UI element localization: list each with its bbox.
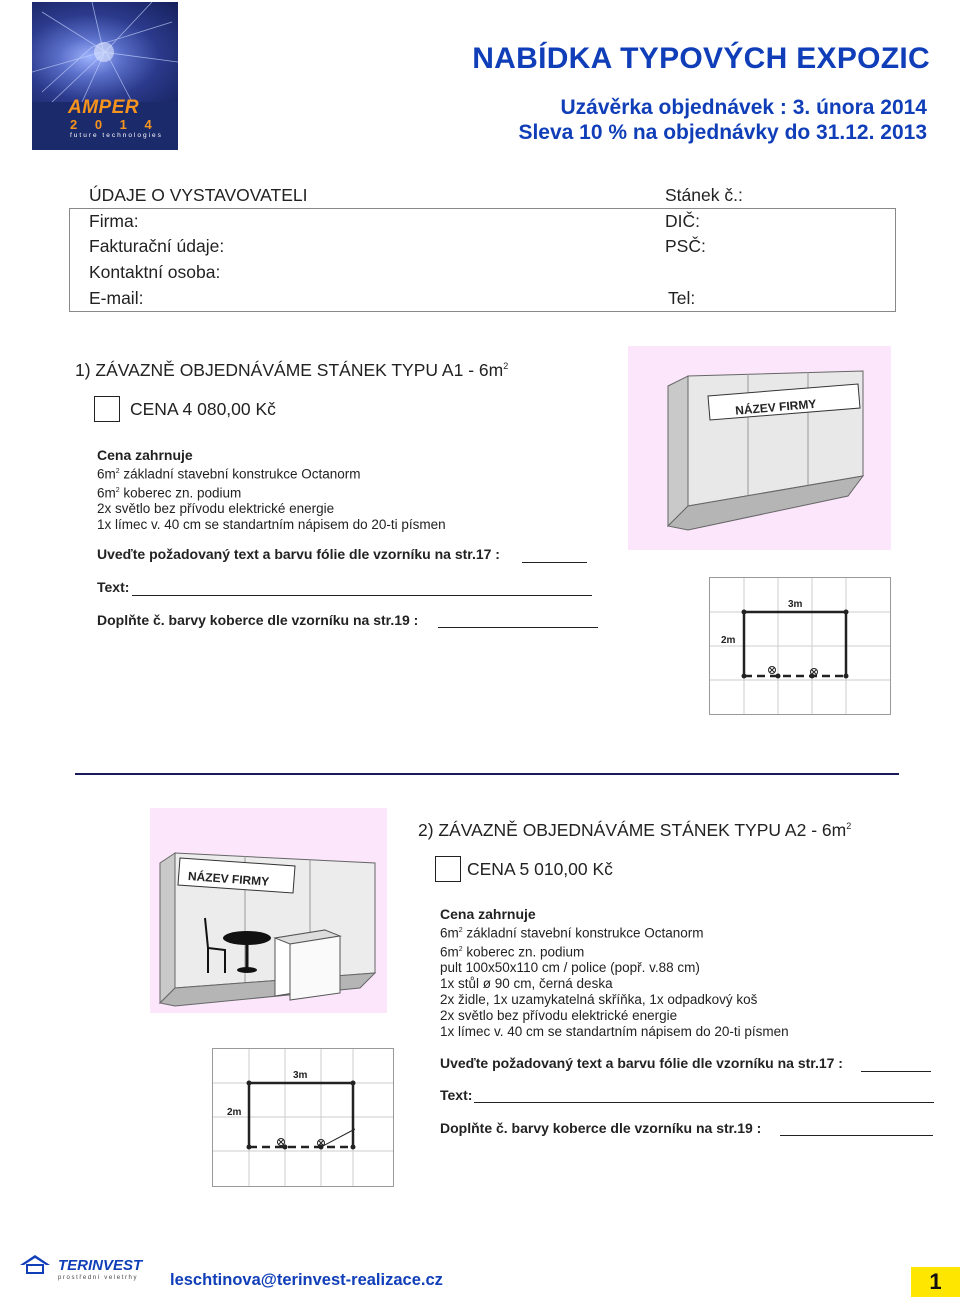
form-top-line <box>69 208 895 209</box>
stand-a2-includes-heading: Cena zahrnuje <box>440 906 536 922</box>
form-bottom-line <box>69 311 896 312</box>
logo-year: 2 0 1 4 <box>70 117 159 132</box>
stand-a2-floorplan <box>212 1048 394 1187</box>
stand-a2-carpet-prompt: Doplňte č. barvy koberce dle vzorníku na str.19 : <box>440 1120 762 1136</box>
stand-a1-carpet-field[interactable] <box>438 627 598 628</box>
contact-label: Kontaktní osoba: <box>89 262 221 282</box>
stand-a2-width-label: 3m <box>293 1070 308 1081</box>
stand-a1-carpet-prompt: Doplňte č. barvy koberce dle vzorníku na str.19 : <box>97 612 419 628</box>
stand-a1-price: CENA 4 080,00 Kč <box>130 399 276 419</box>
logo-brand: AMPER <box>68 97 140 118</box>
form-left-border <box>69 208 70 311</box>
form-right-border <box>895 208 896 311</box>
terinvest-logo <box>18 1253 158 1289</box>
stand-a1-render <box>628 346 891 550</box>
stand-a2-depth-label: 2m <box>227 1107 242 1118</box>
house-icon <box>18 1253 52 1275</box>
stand-a2-fascia-text: NÁZEV FIRMY <box>187 869 270 889</box>
vat-label: DIČ: <box>665 211 700 231</box>
stand-a1-includes-heading: Cena zahrnuje <box>97 447 193 463</box>
stand-a1-checkbox[interactable] <box>94 396 120 422</box>
logo-artwork <box>32 2 178 102</box>
include-item: 2x židle, 1x uzamykatelná skříňka, 1x odpadkový koš <box>440 992 758 1007</box>
stand-a2-render <box>150 808 387 1013</box>
contact-email[interactable]: leschtinova@terinvest-realizace.cz <box>170 1271 443 1289</box>
include-item: $6m^2$ základní stavební konstrukce Octanorm <box>440 925 704 941</box>
logo-tagline: future technologies <box>70 132 163 139</box>
email-label: E-mail: <box>89 288 144 308</box>
stand-a2-checkbox[interactable] <box>435 856 461 882</box>
section-divider <box>75 773 899 775</box>
include-item: pult 100x50x110 cm / police (popř. v.88 cm) <box>440 960 700 975</box>
include-item: $6m^2$ koberec zn. podium <box>440 944 585 959</box>
order-deadline: Uzávěrka objednávek : 3. února 2014 <box>560 96 927 119</box>
stand-a1-illustration <box>628 346 891 550</box>
include-item: 2x světlo bez přívodu elektrické energie <box>440 1008 678 1023</box>
amper-logo <box>32 2 178 150</box>
include-item: $6m^2$ základní stavební konstrukce Octanorm <box>97 466 361 482</box>
stand-a1-heading: 1) ZÁVAZNĚ OBJEDNÁVÁME STÁNEK TYPU $A1 - 6m^2$ <box>75 360 509 380</box>
stand-a2-heading: 2) ZÁVAZNĚ OBJEDNÁVÁME STÁNEK TYPU $A2 - 6m^2$ <box>418 820 852 840</box>
firm-label: Firma: <box>89 211 139 231</box>
stand-a1-width-label: 3m <box>788 599 803 610</box>
phone-label: Tel: <box>668 288 696 308</box>
stand-a2-price: CENA 5 010,00 Kč <box>467 859 613 879</box>
stand-a2-illustration <box>150 808 387 1013</box>
stand-a1-text-label: Text: <box>97 579 130 595</box>
include-item: 1x límec v. 40 cm se standartním nápisem do 20-ti písmen <box>97 517 446 532</box>
include-item: 2x světlo bez přívodu elektrické energie <box>97 501 335 516</box>
discount-note: Sleva 10 % na objednávky do 31.12. 2013 <box>518 121 927 144</box>
terinvest-name: TERINVEST <box>58 1257 143 1274</box>
page-number: 1 <box>911 1267 960 1297</box>
include-item: $6m^2$ koberec zn. podium <box>97 485 242 500</box>
stand-a1-foil-field[interactable] <box>522 562 587 563</box>
stand-a2-includes-list <box>440 923 789 1040</box>
billing-label: Fakturační údaje: <box>89 236 225 256</box>
stand-a1-includes-list <box>97 464 446 533</box>
stand-a2-plan-grid <box>213 1049 393 1186</box>
stand-a1-plan-grid <box>710 578 890 714</box>
stand-a1-fascia-text: NÁZEV FIRMY <box>734 396 817 418</box>
exhibitor-heading: ÚDAJE O VYSTAVOVATELI <box>89 185 308 205</box>
stand-a1-depth-label: 2m <box>721 635 736 646</box>
page-title: NABÍDKA TYPOVÝCH EXPOZIC <box>472 42 930 75</box>
stand-a2-foil-prompt: Uveďte požadovaný text a barvu fólie dle vzorníku na str.17 : <box>440 1055 843 1071</box>
stand-a1-foil-prompt: Uveďte požadovaný text a barvu fólie dle vzorníku na str.17 : <box>97 546 500 562</box>
include-item: 1x límec v. 40 cm se standartním nápisem do 20-ti písmen <box>440 1024 789 1039</box>
zip-label: PSČ: <box>665 236 706 256</box>
stand-a2-text-label: Text: <box>440 1087 473 1103</box>
stand-a1-floorplan <box>709 577 891 715</box>
terinvest-tagline: prostřední veletrhy <box>58 1275 139 1281</box>
stand-a2-carpet-field[interactable] <box>780 1135 933 1136</box>
stand-a1-text-field[interactable] <box>132 595 592 596</box>
stand-a2-foil-field[interactable] <box>861 1071 931 1072</box>
include-item: 1x stůl ø 90 cm, černá deska <box>440 976 613 991</box>
stand-a2-text-field[interactable] <box>474 1102 934 1103</box>
stand-number-label: Stánek č.: <box>665 185 743 205</box>
